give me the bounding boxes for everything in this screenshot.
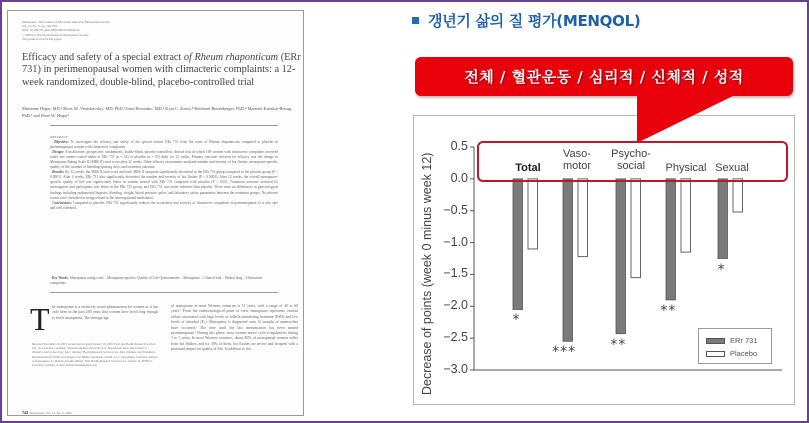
y-tick-label: 0.5 (450, 139, 468, 153)
y-tick-label: 0.0 (450, 170, 468, 185)
body-column-1: he menopause is a relatively recent phenomenon for women as it has only been in the past 200 years that women have lived long enough to reach menopause. The average age (52, 305, 158, 320)
received-footnote: Received November 20, 2005; revised and accepted January 19, 2006. From the ¹Health Research Services Ltd., St. Leon-Rot, Germany; ²National Medical University A.A. Bogomolets, Kiev, Department of Obstetrics and Gynecology, Kiev, Ukraine; ³Health Research Services Ltd., Kiev, Ukraine; and ⁴Chemisch-Pharmazeutische Fabrik Goeppingen, Carl Müller, Apotheker, GmbH u. Co. Goeppingen, Germany. Address correspondence to: Marietta Kaszkin-Bettag, PhD, Health Research Services Ltd., Opelstr. 3a, 68789 St. Leon-Rot, Germany. E-mail: marietta.kaszkin@hrs-r.biz (32, 342, 158, 368)
legend-swatch-placebo (706, 351, 725, 357)
page-footer: 744 Menopause, Vol. 13, No. 5, 2006 (22, 410, 72, 415)
category-label-psychosocial: Psycho- social (611, 148, 651, 172)
legend-swatch-err731 (706, 338, 725, 344)
journal-header-line: © 2006 by The North American Menopause Society (22, 32, 89, 37)
significance-marker: ** (610, 336, 627, 353)
slide-title-text: 갱년기 삶의 질 평가(MENQOL) (428, 11, 641, 30)
y-tick-label: −0.5 (443, 202, 468, 217)
y-tick-label: −3.0 (443, 362, 468, 376)
y-tick-label: −1.0 (443, 234, 468, 249)
y-tick-label: −2.0 (443, 298, 468, 313)
abstract-paragraph: Conclusions: Compared to placebo, ERr 731 significantly reduces the occurrence and severity of climacteric complaints in perimenopause. It is also safe and well tolerated. (50, 200, 278, 210)
legend-item-placebo: Placebo (706, 349, 757, 358)
y-tick-label: −2.5 (443, 330, 468, 345)
significance-marker: *** (552, 344, 577, 361)
journal-header-line: Menopause: The Journal of The North American Menopause Society (22, 20, 110, 24)
callout-text: 전체 / 혈관운동 / 심리적 / 신체적 / 성적 (464, 68, 744, 86)
y-tick-label: −1.5 (443, 266, 468, 281)
significance-marker: ** (660, 302, 677, 319)
significance-marker: * (717, 261, 726, 278)
journal-header-line: Text printed on acid-free paper. (22, 36, 63, 41)
category-label-physical: Physical (665, 162, 707, 174)
body-column-2: of menopause in most Western countries is 51 years, with a range of 40 to 60 years.¹ From the endocrinological point of view, menopause represents ovarian failure associated with high levels of follicle-stimulating hormone (FSH) and low levels of estradiol (E₂). Menopause is diagnosed once 12 months of amenorrhea have occurred.² The time until the last menstruation has been named perimenopause.³ During this phase, most women notice cycle irregularities lasting 1 to 5 years. In most Western countries, about 80% of menopausal women suffer from hot flushes, and for 30% of them, hot flushes are severe and frequent with a profound impact on quality of life. In addition to hot (171, 304, 298, 352)
drop-cap: T (30, 301, 50, 337)
article-title: Efficacy and safety of a special extract of Rheum rhaponticum (ERr 731) in perimenopausal women with climacteric complaints: a 12-week randomized, double-blind, placebo-controlled trial (22, 52, 301, 88)
significance-marker: * (512, 312, 521, 329)
category-label-vasomotor: Vaso- motor (562, 148, 592, 172)
abstract-paragraph: Results: By 12 weeks, the MRS II total score and each MRS II symptom significantly decreased in the ERr 731 group compared to the placebo group (P < 0.0001). After 4 weeks, ERr 731 also significantly decreased the number and severity of hot flushes (P < 0.0001). After 12 weeks, the overall menopause-specific quality of life was significantly better in women treated with ERr 731 compared with placebo (P < 0.05). Treatment outcome assessed by investigators and participants was better in the ERr 731 group, and ERr 731 was better tolerated than placebo. There were no differences in gynecological findings including endometrial biopsies, bleeding, weight, blood pressure, pulse, and laboratory safety parameters between the treatment groups. No adverse events were classified as being related to the investigational medication. (50, 170, 278, 200)
keywords: Key Words: Menopause rating scale – Menopause-specific Quality of Life Questionnaire – Menopause – Clinical trial – Herbal drug – Climacteric complaints. (50, 276, 263, 285)
category-label-sexual: Sexual (715, 162, 749, 174)
article-authors: Marianne Heger, MD,¹ Boris M. Ventskovskiy, MD, PhD,² Irina Borzenko, MD,³ Kyra C. Kneis,⁴ Reinhard Rettenberger, PhD,⁴ Marietta Kaszkin-Bettag, PhD,⁵ and Peter W. Heger⁵ (22, 106, 292, 118)
y-axis-label: Decrease of points (week 0 minus week 12) (420, 152, 434, 395)
abstract-heading: ABSTRACT (50, 135, 69, 139)
abstract-paragraph: Design: A multicenter, prospective, randomized, double-blind, placebo-controlled, clinical trial in which 109 women with climacteric complaints received either one enteric-coated tablet of ERr 731 (n = 54) or placebo (n = 55) daily for 12 weeks. Primary outcome criterion for efficacy was the change in Menopause Rating Scale II (MRS II) total score after 12 weeks. Other efficacy assessments analyzed number and severity of hot flushes, menopause-specific quality of life, number of bleeding/spotting days, and treatment outcome. (50, 150, 279, 170)
chart-legend (698, 328, 772, 364)
journal-header-line: Vol. 13, No. 5, pp. 744-759 (22, 24, 57, 29)
abstract-paragraph: Objective: To investigate the efficacy and safety of the special extract ERr 731 from the roots of Rheum rhaponticum compared to placebo in perimenopausal women with climacteric complaints. (50, 140, 278, 150)
journal-header-line: DOI: 10.1097/01.gme.0000240632.08182.e4 (22, 28, 80, 33)
legend-item-err731: ERr 731 (706, 336, 758, 345)
category-label-total: Total (515, 162, 541, 174)
